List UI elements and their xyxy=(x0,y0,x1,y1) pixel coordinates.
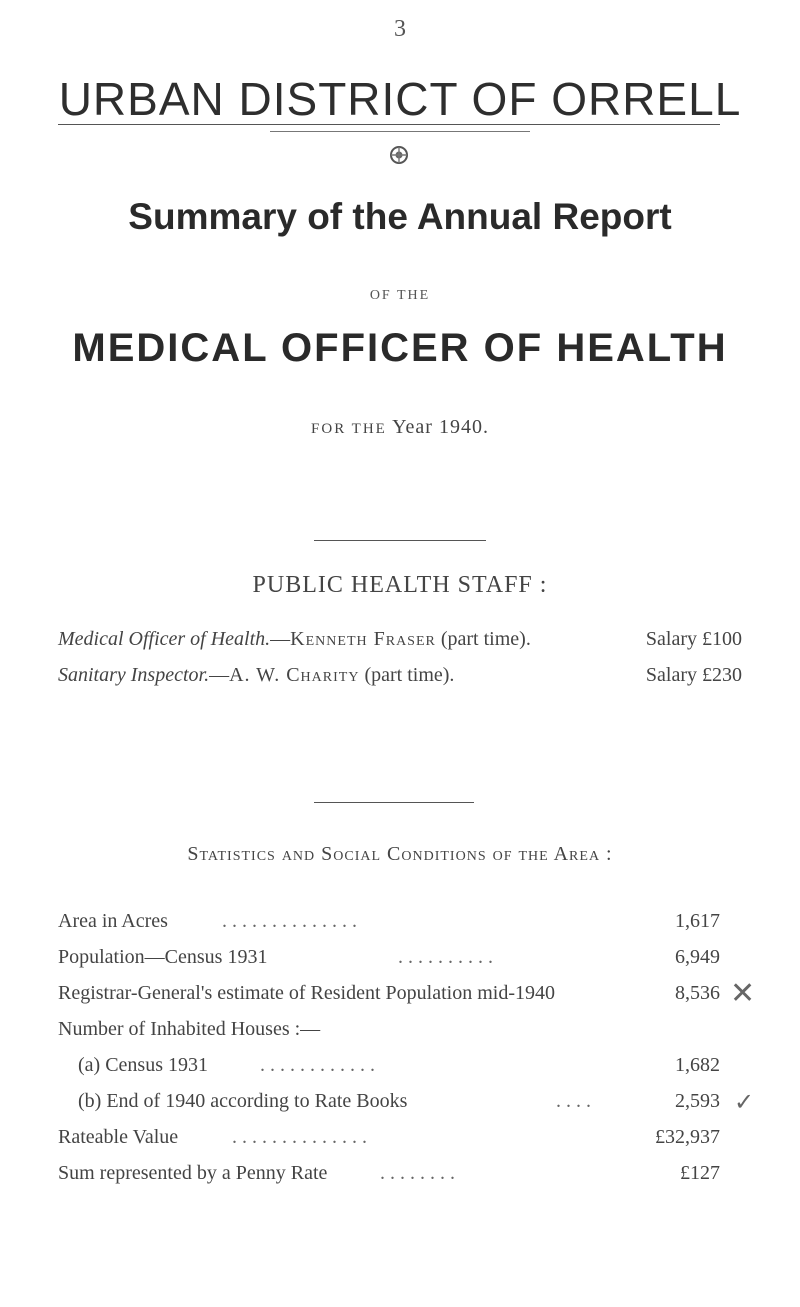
report-year xyxy=(0,416,800,439)
page-number: 3 xyxy=(394,16,406,42)
stat-row-penny-rate xyxy=(0,1162,800,1188)
leader-dots: . . . . . . . . . . . . xyxy=(260,1054,375,1076)
stat-label: Rateable Value xyxy=(58,1126,179,1148)
stat-row-rateable-value xyxy=(0,1126,800,1152)
staff-name: A. W. Charity xyxy=(229,664,360,686)
title-rule xyxy=(58,124,720,125)
stat-label: Number of Inhabited Houses :— xyxy=(58,1018,321,1040)
staff-name: Kenneth Fraser xyxy=(290,628,436,650)
stat-value: 1,682 xyxy=(675,1054,720,1076)
stat-label: Registrar-General's estimate of Resident Population mid-1940 xyxy=(58,982,555,1004)
title-subrule xyxy=(270,131,530,132)
stat-row-houses-census xyxy=(0,1054,800,1080)
staff-entry: Medical Officer of Health.—Kenneth Fraser (part time). xyxy=(58,628,531,650)
stat-value: 2,593 xyxy=(675,1090,720,1112)
stat-label: Sum represented by a Penny Rate xyxy=(58,1162,328,1184)
stat-label: Population—Census 1931 xyxy=(58,946,268,968)
stat-label: Area in Acres xyxy=(58,910,168,932)
stat-row-area xyxy=(0,910,800,936)
leader-dots: . . . . . . . . xyxy=(380,1162,455,1184)
officer-title: MEDICAL OFFICER OF HEALTH xyxy=(72,326,728,370)
section-divider xyxy=(314,540,486,541)
staff-salary: Salary £100 xyxy=(645,628,742,650)
of-the-label: OF THE xyxy=(369,288,431,303)
stat-row-houses-rate-books xyxy=(0,1090,800,1116)
handwritten-cross-mark: ✕ xyxy=(730,976,756,1011)
staff-entry: Sanitary Inspector.—A. W. Charity (part time). xyxy=(58,664,455,686)
staff-salary: Salary £230 xyxy=(645,664,742,686)
leader-dots: . . . . xyxy=(556,1090,591,1112)
staff-role: Medical Officer of Health. xyxy=(58,628,271,650)
stat-value: 8,536 xyxy=(675,982,720,1004)
handwritten-check-mark: ✓ xyxy=(734,1088,755,1116)
leader-dots: . . . . . . . . . . . . . . xyxy=(232,1126,367,1148)
staff-heading: PUBLIC HEALTH STAFF : xyxy=(252,572,548,598)
leader-dots: . . . . . . . . . . xyxy=(398,946,493,968)
leader-dots: . . . . . . . . . . . . . . xyxy=(222,910,357,932)
stat-label: (a) Census 1931 xyxy=(78,1054,208,1076)
summary-title: Summary of the Annual Report xyxy=(128,196,672,237)
staff-note: (part time). xyxy=(364,664,455,686)
staff-note: (part time). xyxy=(440,628,531,650)
ornament-icon xyxy=(388,144,410,166)
district-title: URBAN DISTRICT OF ORRELL xyxy=(58,73,742,125)
for-year-word: Year xyxy=(392,416,433,438)
for-year-prefix: FOR THE xyxy=(311,421,387,437)
stat-row-estimate xyxy=(0,982,800,1008)
stat-value: 1,617 xyxy=(675,910,720,932)
stat-label: (b) End of 1940 according to Rate Books xyxy=(78,1090,408,1112)
for-year-number: 1940. xyxy=(438,416,489,438)
stat-value: £32,937 xyxy=(655,1126,720,1148)
stats-heading: Statistics and Social Conditions of the Area : xyxy=(187,843,613,865)
stat-value: £127 xyxy=(680,1162,720,1184)
section-divider xyxy=(314,802,474,803)
stat-row-population xyxy=(0,946,800,972)
stat-row-houses-heading xyxy=(0,1018,800,1044)
staff-role: Sanitary Inspector. xyxy=(58,664,210,686)
stat-value: 6,949 xyxy=(675,946,720,968)
